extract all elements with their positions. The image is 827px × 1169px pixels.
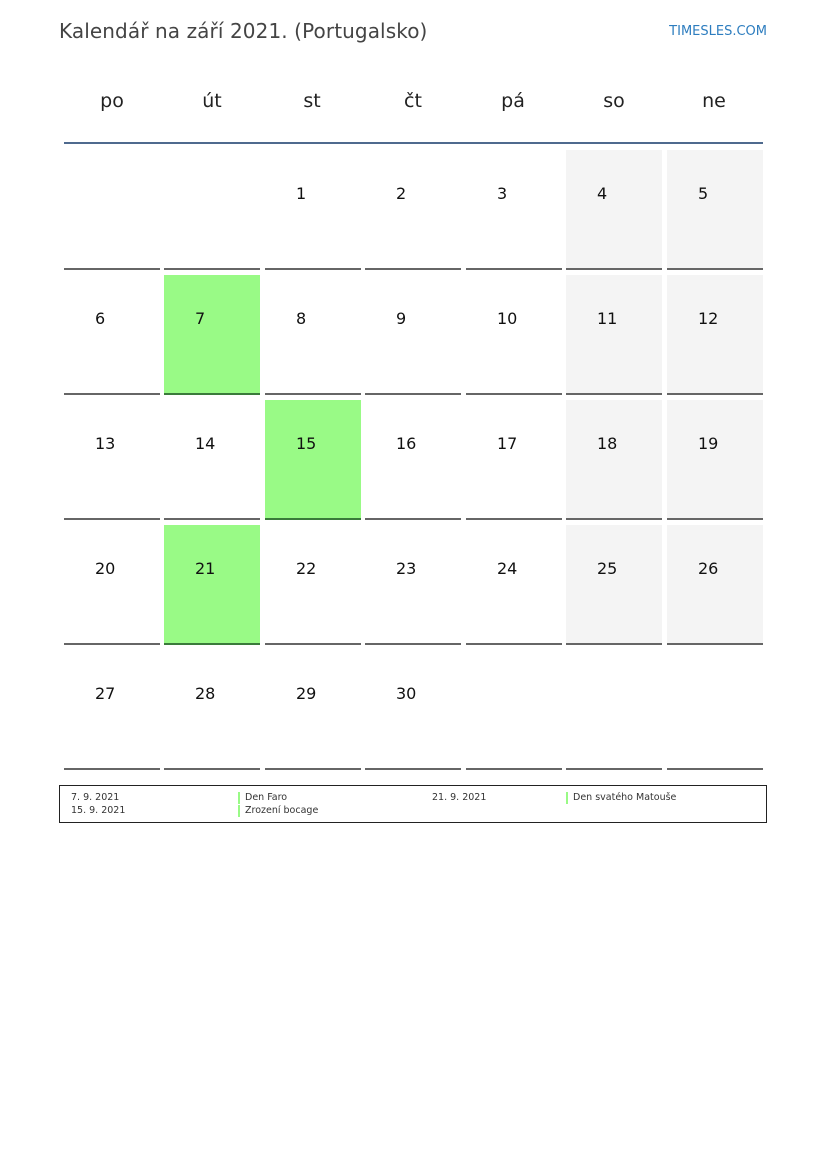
day-number: 13 bbox=[95, 434, 116, 453]
calendar-day-cell bbox=[365, 275, 461, 395]
page-title: Kalendář na září 2021. (Portugalsko) bbox=[59, 19, 428, 43]
day-number: 7 bbox=[195, 309, 206, 328]
calendar-day-cell bbox=[566, 150, 662, 270]
calendar-day-cell bbox=[466, 400, 562, 520]
day-number: 23 bbox=[396, 559, 417, 578]
calendar-day-cell bbox=[164, 400, 260, 520]
legend-holiday-name: Den Faro bbox=[238, 792, 287, 803]
day-number: 22 bbox=[296, 559, 317, 578]
legend-holiday-name: Zrození bocage bbox=[238, 805, 318, 816]
calendar-day-cell bbox=[667, 275, 763, 395]
day-number: 17 bbox=[497, 434, 518, 453]
calendar-day-cell bbox=[164, 650, 260, 770]
calendar-day-cell bbox=[566, 400, 662, 520]
calendar-day-cell bbox=[64, 525, 160, 645]
day-number: 21 bbox=[195, 559, 216, 578]
day-number: 20 bbox=[95, 559, 116, 578]
day-number: 5 bbox=[698, 184, 709, 203]
calendar-day-cell bbox=[64, 150, 160, 270]
calendar-day-cell bbox=[164, 525, 260, 645]
day-number: 11 bbox=[597, 309, 618, 328]
day-number: 12 bbox=[698, 309, 719, 328]
legend-date: 21. 9. 2021 bbox=[432, 792, 487, 803]
day-number: 29 bbox=[296, 684, 317, 703]
day-number: 24 bbox=[497, 559, 518, 578]
calendar-day-cell bbox=[566, 650, 662, 770]
day-number: 2 bbox=[396, 184, 407, 203]
calendar-day-cell bbox=[466, 650, 562, 770]
calendar-day-cell bbox=[667, 150, 763, 270]
calendar-day-cell bbox=[466, 275, 562, 395]
day-number: 3 bbox=[497, 184, 508, 203]
legend-holiday-name: Den svatého Matouše bbox=[566, 792, 676, 803]
calendar-day-cell bbox=[365, 650, 461, 770]
weekday-mon: po bbox=[100, 90, 124, 112]
day-number: 14 bbox=[195, 434, 216, 453]
day-number: 25 bbox=[597, 559, 618, 578]
day-number: 10 bbox=[497, 309, 518, 328]
day-number: 9 bbox=[396, 309, 407, 328]
calendar-day-cell bbox=[365, 400, 461, 520]
day-number: 30 bbox=[396, 684, 417, 703]
calendar-day-cell bbox=[667, 400, 763, 520]
day-number: 26 bbox=[698, 559, 719, 578]
calendar-day-cell bbox=[164, 275, 260, 395]
calendar-day-cell bbox=[365, 150, 461, 270]
calendar-day-cell bbox=[466, 150, 562, 270]
calendar-day-cell bbox=[566, 525, 662, 645]
day-number: 19 bbox=[698, 434, 719, 453]
day-number: 18 bbox=[597, 434, 618, 453]
holiday-legend bbox=[59, 785, 767, 823]
calendar-day-cell bbox=[667, 525, 763, 645]
day-number: 4 bbox=[597, 184, 608, 203]
day-number: 1 bbox=[296, 184, 307, 203]
weekday-sat: so bbox=[603, 90, 625, 112]
calendar-day-cell bbox=[365, 525, 461, 645]
day-number: 27 bbox=[95, 684, 116, 703]
weekday-fri: pá bbox=[501, 90, 525, 112]
calendar-day-cell bbox=[64, 275, 160, 395]
calendar-day-cell bbox=[265, 650, 361, 770]
calendar-day-cell bbox=[566, 275, 662, 395]
day-number: 8 bbox=[296, 309, 307, 328]
legend-date: 15. 9. 2021 bbox=[71, 805, 126, 816]
day-number: 28 bbox=[195, 684, 216, 703]
calendar-day-cell bbox=[64, 400, 160, 520]
calendar-day-cell bbox=[265, 275, 361, 395]
weekday-tue: út bbox=[202, 90, 222, 112]
calendar-day-cell bbox=[265, 400, 361, 520]
weekday-wed: st bbox=[303, 90, 321, 112]
day-number: 15 bbox=[296, 434, 317, 453]
legend-date: 7. 9. 2021 bbox=[71, 792, 120, 803]
day-number: 16 bbox=[396, 434, 417, 453]
calendar-day-cell bbox=[466, 525, 562, 645]
calendar-day-cell bbox=[164, 150, 260, 270]
weekday-sun: ne bbox=[702, 90, 726, 112]
day-number: 6 bbox=[95, 309, 106, 328]
calendar-day-cell bbox=[667, 650, 763, 770]
weekday-thu: čt bbox=[404, 90, 422, 112]
brand-link[interactable]: TIMESLES.COM bbox=[669, 24, 767, 39]
calendar-day-cell bbox=[265, 525, 361, 645]
calendar-day-cell bbox=[64, 650, 160, 770]
calendar-day-cell bbox=[265, 150, 361, 270]
